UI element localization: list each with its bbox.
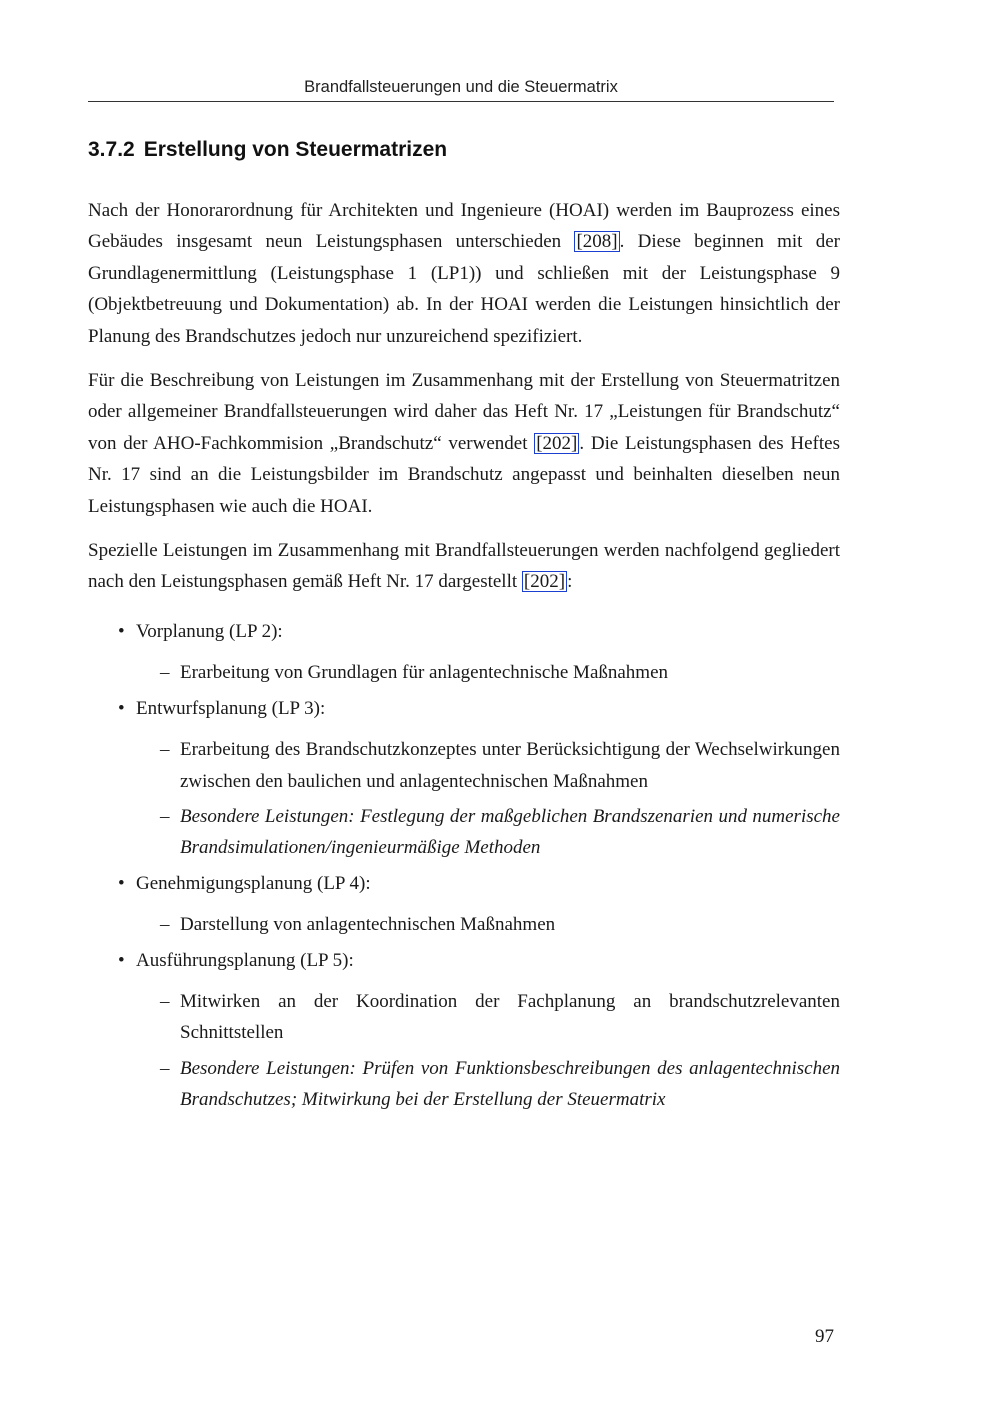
sub-list-item bbox=[88, 801, 840, 864]
section-title: Erstellung von Steuermatrizen bbox=[143, 138, 448, 161]
bullet-icon: • bbox=[118, 872, 125, 894]
sub-item-text: Darstellung von anlagentechnischen Maßnahmen bbox=[180, 914, 556, 936]
list-item bbox=[88, 945, 840, 1116]
paragraph-2 bbox=[88, 365, 840, 522]
page-number: 97 bbox=[815, 1326, 834, 1347]
sub-item-text: Erarbeitung von Grundlagen für anlagentechnische Maßnahmen bbox=[180, 662, 669, 684]
paragraph-3-text-cont: : bbox=[567, 571, 573, 593]
paragraph-2-text-cont: . Die Leistungsphasen des Heftes Nr. 17 sind an die Leistungsbilder im Brandschutz angepasst und beinhalten dieselben neun Leistungsphasen wie auch die HOAI. bbox=[88, 432, 840, 517]
paragraph-3 bbox=[88, 535, 840, 598]
running-head: Brandfallsteuerungen und die Steuermatrix bbox=[304, 78, 618, 96]
dash-icon: – bbox=[160, 990, 170, 1012]
sub-item-text: Besondere Leistungen: Festlegung der maßgeblichen Brandszenarien und numerische Brandsimulationen/ingenieurmäßige Methoden bbox=[180, 805, 840, 859]
dash-icon: – bbox=[160, 739, 170, 761]
citation-link-202[interactable]: [202] bbox=[536, 432, 578, 454]
paragraph-1-text-cont: . Diese beginnen mit der Grundlagenermittlung (Leistungsphase 1 (LP1)) und schließen mit der Leistungsphase 9 (Objektbetreuung und Dokumentation) ab. In der HOAI werden die Leistungen hinsichtlich der Planung des Brandschutzes jedoch nur unzureichend spezifiziert. bbox=[88, 231, 840, 347]
bullet-icon: • bbox=[118, 949, 125, 971]
sub-item-text: Mitwirken an der Koordination der Fachplanung an brandschutzrelevanten Schnittstellen bbox=[180, 990, 840, 1044]
list-item bbox=[88, 868, 840, 941]
dash-icon: – bbox=[160, 805, 170, 827]
phase-label-lp2: Vorplanung (LP 2): bbox=[136, 620, 283, 642]
sub-item-text: Besondere Leistungen: Prüfen von Funktionsbeschreibungen des anlagentechnischen Brandschutzes; Mitwirkung bei der Erstellung der Steuermatrix bbox=[180, 1057, 840, 1111]
dash-icon: – bbox=[160, 662, 170, 684]
phase-list bbox=[88, 616, 840, 1116]
sub-list-item bbox=[88, 909, 840, 940]
bullet-icon: • bbox=[118, 697, 125, 719]
phase-label-lp3: Entwurfsplanung (LP 3): bbox=[136, 697, 326, 719]
bullet-icon: • bbox=[118, 620, 125, 642]
header-rule bbox=[88, 101, 834, 102]
sub-list bbox=[136, 909, 840, 940]
paragraph-2-text: Für die Beschreibung von Leistungen im Zusammenhang mit der Erstellung von Steuermatritzen oder allgemeiner Brandfallsteuerungen wird daher das Heft Nr. 17 „Leistungen für Brandschutz“ von der AHO-Fachkommision „Brandschutz“ verwendet bbox=[88, 370, 840, 454]
sub-list bbox=[136, 986, 840, 1116]
list-item bbox=[88, 616, 840, 689]
citation-link-208[interactable]: [208] bbox=[576, 231, 618, 253]
section-number: 3.7.2 bbox=[88, 138, 135, 161]
sub-list-item bbox=[88, 1053, 840, 1116]
sub-list bbox=[136, 734, 840, 864]
body-text bbox=[88, 195, 840, 1120]
citation-link-202[interactable]: [202] bbox=[523, 571, 566, 593]
sub-list-item bbox=[88, 734, 840, 797]
dash-icon: – bbox=[160, 914, 170, 936]
phase-label-lp5: Ausführungsplanung (LP 5): bbox=[136, 949, 354, 971]
section-heading bbox=[88, 136, 447, 164]
paragraph-3-text: Spezielle Leistungen im Zusammenhang mit Brandfallsteuerungen werden nachfolgend gegliedert nach den Leistungsphasen gemäß Heft Nr. 17 dargestellt bbox=[88, 540, 840, 593]
sub-list bbox=[136, 657, 840, 688]
paragraph-1-text: Nach der Honorarordnung für Architekten und Ingenieure (HOAI) werden im Bauprozess eines Gebäudes insgesamt neun Leistungsphasen unterschieden bbox=[88, 200, 840, 253]
list-item bbox=[88, 693, 840, 864]
sub-list-item bbox=[88, 657, 840, 688]
sub-list-item bbox=[88, 986, 840, 1049]
dash-icon: – bbox=[160, 1057, 170, 1079]
phase-label-lp4: Genehmigungsplanung (LP 4): bbox=[136, 872, 371, 894]
paragraph-1 bbox=[88, 195, 840, 352]
sub-item-text: Erarbeitung des Brandschutzkonzeptes unter Berücksichtigung der Wechselwirkungen zwischen den baulichen und anlagentechnischen Maßnahmen bbox=[180, 739, 840, 792]
